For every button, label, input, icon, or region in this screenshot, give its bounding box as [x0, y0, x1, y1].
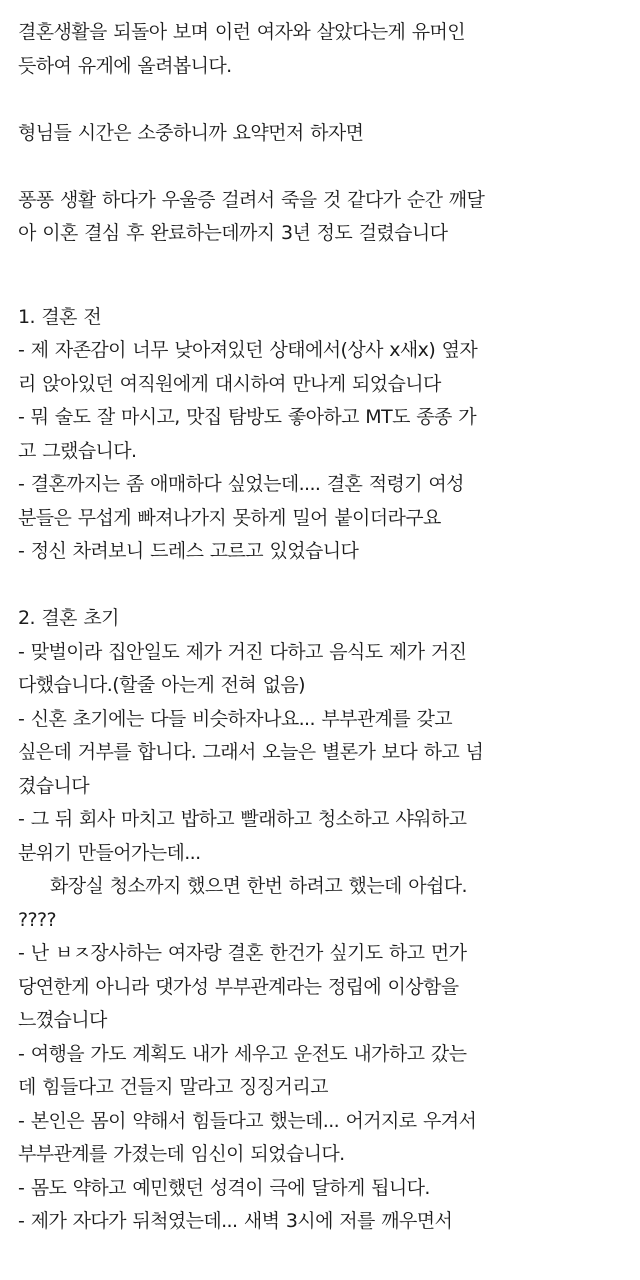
section-1-line: - 제 자존감이 너무 낮아져있던 상태에서(상사 x새x) 옆자: [18, 339, 478, 361]
section-2-line: - 그 뒤 회사 마치고 밥하고 빨래하고 청소하고 샤워하고: [18, 808, 467, 830]
intro-line-5: 아 이혼 결심 후 완료하는데까지 3년 정도 걸렸습니다: [18, 222, 448, 244]
section-2-line: - 난 ㅂㅈ장사하는 여자랑 결혼 한건가 싶기도 하고 먼가: [18, 942, 467, 964]
blank-line: [18, 83, 622, 117]
section-1-heading: 1. 결혼 전: [18, 305, 102, 328]
section-2-heading: 2. 결혼 초기: [18, 607, 119, 629]
section-1-line: - 정신 차려보니 드레스 고르고 있었습니다: [18, 540, 359, 562]
section-1-line: - 결혼까지는 좀 애매하다 싶었는데.... 결혼 적령기 여성: [18, 473, 464, 495]
section-2-line: 분위기 만들어가는데...: [18, 841, 201, 864]
section-2-line: 느꼈습니다: [18, 1009, 107, 1031]
section-2-line: - 신혼 초기에는 다들 비슷하자나요... 부부관계를 갖고: [18, 707, 453, 730]
section-2-line: 겼습니다: [18, 774, 90, 797]
section-2-line: - 본인은 몸이 약해서 힘들다고 했는데... 어거지로 우겨서: [18, 1109, 477, 1132]
section-2-indented-line: 화장실 청소까지 했으면 한번 하려고 했는데 아쉽다.: [50, 875, 467, 897]
blank-line: [18, 150, 622, 184]
section-1-line: 고 그랬습니다.: [18, 439, 137, 462]
section-1-line: 분들은 무섭게 빠져나가지 못하게 밀어 붙이더라구요: [18, 506, 441, 529]
blank-line: [18, 251, 622, 301]
intro-line-3: 형님들 시간은 소중하니까 요약먼저 하자면: [18, 121, 364, 144]
section-2-line: 데 힘들다고 건들지 말라고 징징거리고: [18, 1076, 328, 1098]
section-2-line: 당연한게 아니라 댓가성 부부관계라는 정립에 이상함을: [18, 975, 459, 998]
intro-line-4: 퐁퐁 생활 하다가 우울증 걸려서 죽을 것 같다가 순간 깨달: [18, 188, 485, 211]
section-2-line: - 제가 자다가 뒤척였는데... 새벽 3시에 저를 깨우면서: [18, 1210, 453, 1232]
section-1-line: - 뭐 술도 잘 마시고, 맛집 탐방도 좋아하고 MT도 종종 가: [18, 406, 476, 428]
section-2-line: - 맞벌이라 집안일도 제가 거진 다하고 음식도 제가 거진: [18, 640, 467, 663]
blank-line: [18, 569, 622, 603]
intro-line-1: 결혼생활을 되돌아 보며 이런 여자와 살았다는게 유머인: [18, 21, 465, 43]
section-2-line: 부부관계를 가졌는데 임신이 되었습니다.: [18, 1143, 345, 1165]
section-2-line: ????: [18, 908, 56, 931]
section-2-line: - 여행을 가도 계획도 내가 세우고 운전도 내가하고 갔는: [18, 1042, 467, 1065]
section-2-line: 싶은데 거부를 합니다. 그래서 오늘은 별론가 보다 하고 넘: [18, 741, 484, 763]
intro-line-2: 듯하여 유게에 올려봅니다.: [18, 54, 232, 77]
section-1-line: 리 앉아있던 여직원에게 대시하여 만나게 되었습니다: [18, 372, 441, 395]
section-2-line: - 몸도 약하고 예민했던 성격이 극에 달하게 됩니다.: [18, 1176, 430, 1199]
section-2-line: 다했습니다.(할줄 아는게 전혀 없음): [18, 674, 305, 696]
